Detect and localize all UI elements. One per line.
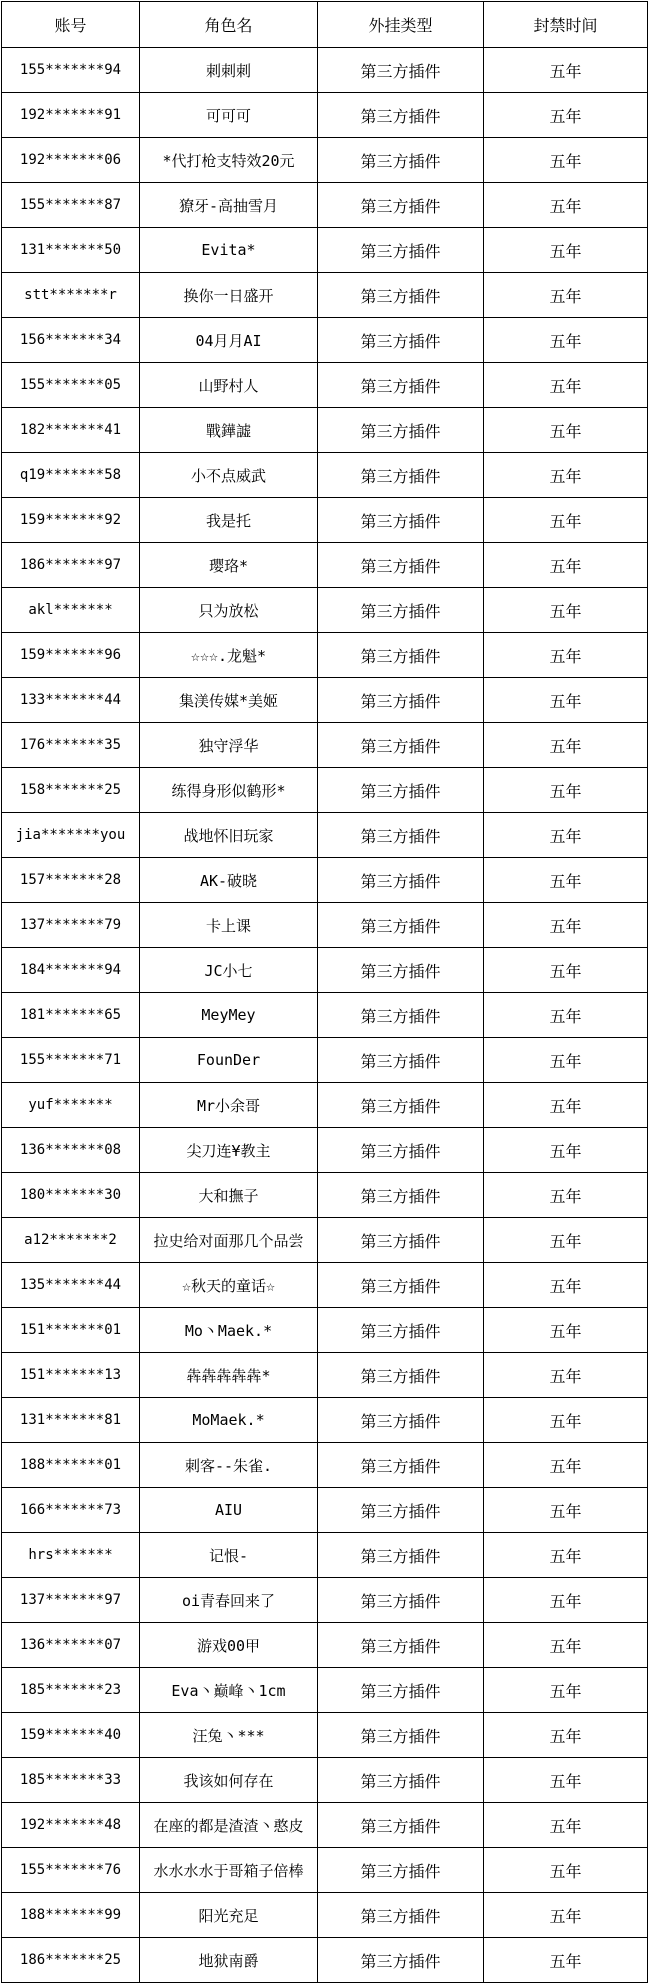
cell-ban-duration: 五年 — [484, 1758, 648, 1803]
table-row — [2, 543, 648, 588]
cell-cheat-type: 第三方插件 — [318, 543, 484, 588]
table-row — [2, 1173, 648, 1218]
cell-account: 185*******23 — [2, 1668, 140, 1713]
cell-cheat-type: 第三方插件 — [318, 903, 484, 948]
header-role-name: 角色名 — [140, 2, 318, 48]
cell-account: 131*******50 — [2, 228, 140, 273]
cell-cheat-type: 第三方插件 — [318, 588, 484, 633]
table-row — [2, 903, 648, 948]
cell-ban-duration: 五年 — [484, 1218, 648, 1263]
cell-ban-duration: 五年 — [484, 228, 648, 273]
cell-account: 158*******25 — [2, 768, 140, 813]
cell-role-name: 小不点威武 — [140, 453, 318, 498]
cell-ban-duration: 五年 — [484, 1578, 648, 1623]
table-row — [2, 768, 648, 813]
cell-account: 159*******92 — [2, 498, 140, 543]
cell-account: yuf******* — [2, 1083, 140, 1128]
table-row — [2, 858, 648, 903]
table-row — [2, 993, 648, 1038]
cell-ban-duration: 五年 — [484, 1398, 648, 1443]
cell-cheat-type: 第三方插件 — [318, 1263, 484, 1308]
cell-role-name: 犇犇犇犇犇* — [140, 1353, 318, 1398]
table-row — [2, 1893, 648, 1938]
cell-ban-duration: 五年 — [484, 318, 648, 363]
cell-cheat-type: 第三方插件 — [318, 1128, 484, 1173]
cell-cheat-type: 第三方插件 — [318, 138, 484, 183]
cell-cheat-type: 第三方插件 — [318, 1713, 484, 1758]
cell-ban-duration: 五年 — [484, 453, 648, 498]
cell-cheat-type: 第三方插件 — [318, 228, 484, 273]
cell-cheat-type: 第三方插件 — [318, 1218, 484, 1263]
cell-account: hrs******* — [2, 1533, 140, 1578]
cell-ban-duration: 五年 — [484, 1623, 648, 1668]
cell-ban-duration: 五年 — [484, 1128, 648, 1173]
table-row — [2, 408, 648, 453]
cell-ban-duration: 五年 — [484, 93, 648, 138]
table-row — [2, 948, 648, 993]
cell-account: 192*******48 — [2, 1803, 140, 1848]
cell-role-name: MeyMey — [140, 993, 318, 1038]
cell-account: 151*******01 — [2, 1308, 140, 1353]
cell-account: 131*******81 — [2, 1398, 140, 1443]
table-row — [2, 1533, 648, 1578]
cell-account: 133*******44 — [2, 678, 140, 723]
cell-role-name: FounDer — [140, 1038, 318, 1083]
cell-ban-duration: 五年 — [484, 678, 648, 723]
cell-account: 185*******33 — [2, 1758, 140, 1803]
table-row — [2, 1128, 648, 1173]
cell-cheat-type: 第三方插件 — [318, 273, 484, 318]
cell-ban-duration: 五年 — [484, 813, 648, 858]
table-row — [2, 633, 648, 678]
table-row — [2, 678, 648, 723]
cell-cheat-type: 第三方插件 — [318, 1533, 484, 1578]
cell-cheat-type: 第三方插件 — [318, 363, 484, 408]
table-row — [2, 1083, 648, 1128]
cell-account: 155*******71 — [2, 1038, 140, 1083]
table-row — [2, 138, 648, 183]
cell-account: 188*******99 — [2, 1893, 140, 1938]
table-row — [2, 1623, 648, 1668]
cell-account: 155*******76 — [2, 1848, 140, 1893]
cell-role-name: oi青春回来了 — [140, 1578, 318, 1623]
cell-account: 166*******73 — [2, 1488, 140, 1533]
cell-role-name: *代打枪支特效20元 — [140, 138, 318, 183]
cell-ban-duration: 五年 — [484, 858, 648, 903]
cell-account: 186*******25 — [2, 1938, 140, 1983]
cell-ban-duration: 五年 — [484, 768, 648, 813]
cell-account: 192*******06 — [2, 138, 140, 183]
cell-cheat-type: 第三方插件 — [318, 498, 484, 543]
cell-account: akl******* — [2, 588, 140, 633]
cell-account: 136*******08 — [2, 1128, 140, 1173]
cell-role-name: 刺刺刺 — [140, 48, 318, 93]
cell-cheat-type: 第三方插件 — [318, 948, 484, 993]
cell-account: 156*******34 — [2, 318, 140, 363]
cell-cheat-type: 第三方插件 — [318, 183, 484, 228]
cell-cheat-type: 第三方插件 — [318, 1443, 484, 1488]
table-row — [2, 1263, 648, 1308]
cell-role-name: 只为放松 — [140, 588, 318, 633]
cell-role-name: 璎珞* — [140, 543, 318, 588]
cell-role-name: 拉史给对面那几个品尝 — [140, 1218, 318, 1263]
cell-role-name: 记恨- — [140, 1533, 318, 1578]
cell-ban-duration: 五年 — [484, 408, 648, 453]
ban-list-table — [1, 1, 648, 1983]
cell-role-name: 游戏00甲 — [140, 1623, 318, 1668]
cell-cheat-type: 第三方插件 — [318, 768, 484, 813]
cell-role-name: 地狱南爵 — [140, 1938, 318, 1983]
cell-account: 135*******44 — [2, 1263, 140, 1308]
header-ban-duration: 封禁时间 — [484, 2, 648, 48]
cell-ban-duration: 五年 — [484, 993, 648, 1038]
cell-ban-duration: 五年 — [484, 1938, 648, 1983]
cell-ban-duration: 五年 — [484, 543, 648, 588]
cell-cheat-type: 第三方插件 — [318, 318, 484, 363]
cell-ban-duration: 五年 — [484, 1038, 648, 1083]
table-row — [2, 498, 648, 543]
cell-cheat-type: 第三方插件 — [318, 1668, 484, 1713]
cell-account: q19*******58 — [2, 453, 140, 498]
cell-ban-duration: 五年 — [484, 183, 648, 228]
cell-account: jia*******you — [2, 813, 140, 858]
table-row — [2, 1848, 648, 1893]
cell-role-name: 大和撫子 — [140, 1173, 318, 1218]
cell-ban-duration: 五年 — [484, 138, 648, 183]
table-row — [2, 1713, 648, 1758]
table-row — [2, 1488, 648, 1533]
cell-cheat-type: 第三方插件 — [318, 1623, 484, 1668]
cell-role-name: 我该如何存在 — [140, 1758, 318, 1803]
cell-role-name: 水水水水于哥箱子倍棒 — [140, 1848, 318, 1893]
table-row — [2, 1938, 648, 1983]
cell-cheat-type: 第三方插件 — [318, 1038, 484, 1083]
cell-ban-duration: 五年 — [484, 1308, 648, 1353]
cell-cheat-type: 第三方插件 — [318, 453, 484, 498]
table-row — [2, 228, 648, 273]
cell-account: 159*******96 — [2, 633, 140, 678]
cell-role-name: 獠牙-高抽雪月 — [140, 183, 318, 228]
cell-ban-duration: 五年 — [484, 363, 648, 408]
cell-account: 136*******07 — [2, 1623, 140, 1668]
cell-account: 192*******91 — [2, 93, 140, 138]
cell-ban-duration: 五年 — [484, 1533, 648, 1578]
table-row — [2, 363, 648, 408]
cell-account: stt*******r — [2, 273, 140, 318]
cell-role-name: 04月月AI — [140, 318, 318, 363]
cell-cheat-type: 第三方插件 — [318, 1938, 484, 1983]
cell-role-name: 在座的都是渣渣丶憨皮 — [140, 1803, 318, 1848]
cell-role-name: Mo丶Maek.* — [140, 1308, 318, 1353]
cell-role-name: 山野村人 — [140, 363, 318, 408]
cell-role-name: 战地怀旧玩家 — [140, 813, 318, 858]
cell-role-name: 练得身形似鹤形* — [140, 768, 318, 813]
cell-ban-duration: 五年 — [484, 1668, 648, 1713]
table-row — [2, 1218, 648, 1263]
cell-ban-duration: 五年 — [484, 1083, 648, 1128]
table-row — [2, 1443, 648, 1488]
cell-account: 137*******97 — [2, 1578, 140, 1623]
cell-ban-duration: 五年 — [484, 1803, 648, 1848]
cell-account: 176*******35 — [2, 723, 140, 768]
cell-role-name: 尖刀连¥教主 — [140, 1128, 318, 1173]
cell-role-name: 独守浮华 — [140, 723, 318, 768]
cell-account: 182*******41 — [2, 408, 140, 453]
cell-account: 186*******97 — [2, 543, 140, 588]
cell-role-name: 卡上课 — [140, 903, 318, 948]
cell-ban-duration: 五年 — [484, 948, 648, 993]
cell-ban-duration: 五年 — [484, 48, 648, 93]
cell-role-name: Eva丶巅峰丶1cm — [140, 1668, 318, 1713]
cell-account: 155*******94 — [2, 48, 140, 93]
table-row — [2, 1353, 648, 1398]
header-cheat-type: 外挂类型 — [318, 2, 484, 48]
cell-account: 137*******79 — [2, 903, 140, 948]
cell-account: 159*******40 — [2, 1713, 140, 1758]
cell-ban-duration: 五年 — [484, 903, 648, 948]
cell-cheat-type: 第三方插件 — [318, 1848, 484, 1893]
cell-role-name: 集渼传媒*美姬 — [140, 678, 318, 723]
cell-ban-duration: 五年 — [484, 1893, 648, 1938]
cell-cheat-type: 第三方插件 — [318, 1893, 484, 1938]
cell-role-name: Mr小余哥 — [140, 1083, 318, 1128]
cell-ban-duration: 五年 — [484, 273, 648, 318]
cell-ban-duration: 五年 — [484, 1488, 648, 1533]
cell-cheat-type: 第三方插件 — [318, 1173, 484, 1218]
cell-account: 188*******01 — [2, 1443, 140, 1488]
cell-ban-duration: 五年 — [484, 1443, 648, 1488]
cell-account: 180*******30 — [2, 1173, 140, 1218]
cell-cheat-type: 第三方插件 — [318, 633, 484, 678]
cell-account: 151*******13 — [2, 1353, 140, 1398]
table-row — [2, 813, 648, 858]
table-row — [2, 1398, 648, 1443]
cell-ban-duration: 五年 — [484, 1263, 648, 1308]
cell-account: 155*******87 — [2, 183, 140, 228]
cell-cheat-type: 第三方插件 — [318, 813, 484, 858]
cell-cheat-type: 第三方插件 — [318, 1488, 484, 1533]
cell-cheat-type: 第三方插件 — [318, 678, 484, 723]
table-row — [2, 48, 648, 93]
cell-role-name: 阳光充足 — [140, 1893, 318, 1938]
cell-role-name: 汪兔丶*** — [140, 1713, 318, 1758]
cell-role-name: 可可可 — [140, 93, 318, 138]
cell-ban-duration: 五年 — [484, 498, 648, 543]
cell-account: 184*******94 — [2, 948, 140, 993]
cell-role-name: 换你一日盛开 — [140, 273, 318, 318]
table-row — [2, 1668, 648, 1713]
cell-ban-duration: 五年 — [484, 1848, 648, 1893]
cell-cheat-type: 第三方插件 — [318, 408, 484, 453]
cell-cheat-type: 第三方插件 — [318, 858, 484, 903]
header-account: 账号 — [2, 2, 140, 48]
cell-cheat-type: 第三方插件 — [318, 1803, 484, 1848]
cell-cheat-type: 第三方插件 — [318, 48, 484, 93]
cell-ban-duration: 五年 — [484, 1713, 648, 1758]
cell-cheat-type: 第三方插件 — [318, 1758, 484, 1803]
cell-ban-duration: 五年 — [484, 1173, 648, 1218]
cell-role-name: AK-破晓 — [140, 858, 318, 903]
cell-role-name: Evita* — [140, 228, 318, 273]
cell-role-name: 刺客--朱雀. — [140, 1443, 318, 1488]
cell-ban-duration: 五年 — [484, 723, 648, 768]
table-row — [2, 1578, 648, 1623]
table-row — [2, 1308, 648, 1353]
cell-role-name: ☆秋天的童话☆ — [140, 1263, 318, 1308]
cell-role-name: 戰鏵譃 — [140, 408, 318, 453]
table-body — [2, 48, 648, 1983]
cell-cheat-type: 第三方插件 — [318, 1398, 484, 1443]
cell-cheat-type: 第三方插件 — [318, 1578, 484, 1623]
cell-cheat-type: 第三方插件 — [318, 93, 484, 138]
cell-role-name: JC小七 — [140, 948, 318, 993]
cell-role-name: 我是托 — [140, 498, 318, 543]
cell-role-name: ☆☆☆.龙魁* — [140, 633, 318, 678]
table-row — [2, 1758, 648, 1803]
cell-cheat-type: 第三方插件 — [318, 1308, 484, 1353]
table-header-row — [2, 2, 648, 48]
table-row — [2, 183, 648, 228]
table-row — [2, 1803, 648, 1848]
cell-cheat-type: 第三方插件 — [318, 993, 484, 1038]
cell-role-name: MoMaek.* — [140, 1398, 318, 1443]
table-row — [2, 588, 648, 633]
cell-cheat-type: 第三方插件 — [318, 1353, 484, 1398]
cell-ban-duration: 五年 — [484, 1353, 648, 1398]
cell-account: 157*******28 — [2, 858, 140, 903]
table-row — [2, 93, 648, 138]
table-row — [2, 1038, 648, 1083]
cell-cheat-type: 第三方插件 — [318, 723, 484, 768]
table-row — [2, 453, 648, 498]
cell-ban-duration: 五年 — [484, 588, 648, 633]
cell-role-name: AIU — [140, 1488, 318, 1533]
table-row — [2, 273, 648, 318]
table-row — [2, 318, 648, 363]
cell-cheat-type: 第三方插件 — [318, 1083, 484, 1128]
cell-account: 155*******05 — [2, 363, 140, 408]
cell-ban-duration: 五年 — [484, 633, 648, 678]
table-row — [2, 723, 648, 768]
cell-account: 181*******65 — [2, 993, 140, 1038]
cell-account: a12*******2 — [2, 1218, 140, 1263]
